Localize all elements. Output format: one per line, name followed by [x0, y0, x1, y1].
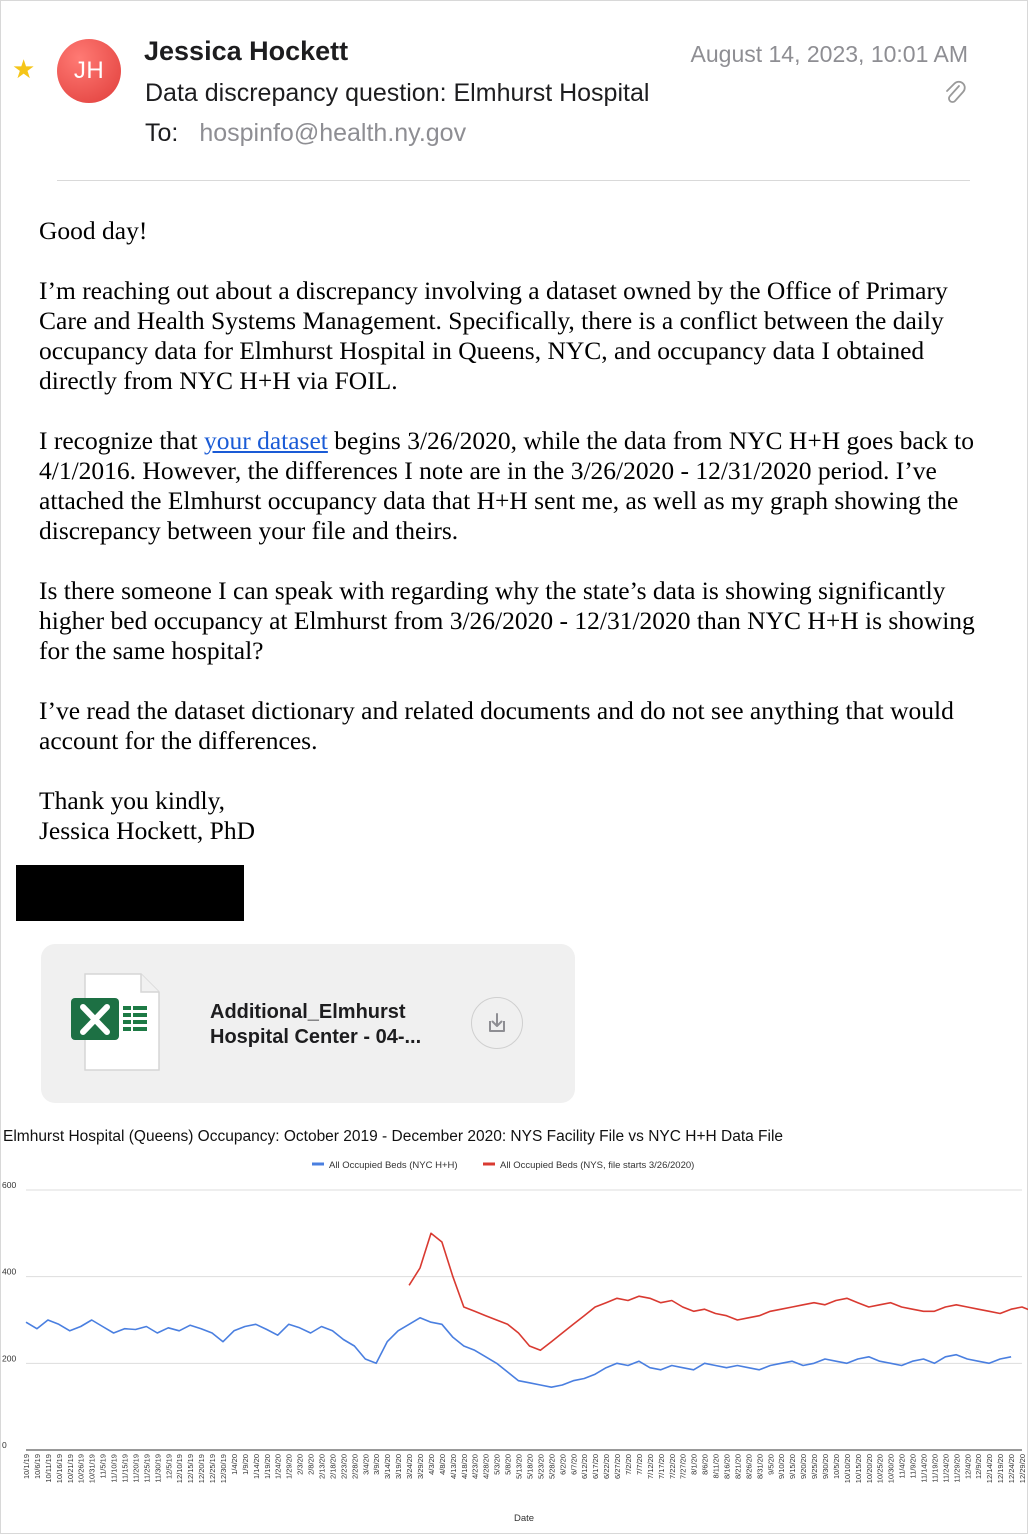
star-flag-icon[interactable]: ★ [12, 54, 36, 84]
x-tick-label: 11/24/20 [941, 1454, 951, 1483]
attachment-name[interactable] [210, 1000, 421, 1050]
redaction-block [16, 865, 244, 921]
x-tick-label: 5/13/20 [514, 1454, 524, 1480]
paragraph-3: Is there someone I can speak with regarding why the state’s data is showing significantly higher bed occupancy at Elmhurst from 3/26/2020 - 12/31/2020 than NYC H+H is showing for the same hospital? [39, 576, 975, 665]
x-tick-label: 3/9/20 [372, 1454, 382, 1475]
x-tick-label: 6/2/20 [558, 1454, 568, 1475]
paragraph-2-pre: I recognize that [39, 426, 204, 455]
x-tick-label: 7/22/20 [667, 1454, 677, 1480]
x-tick-label: 2/18/20 [328, 1454, 338, 1480]
recipient-row [145, 119, 466, 148]
x-tick-label: 10/31/19 [87, 1454, 97, 1484]
x-tick-label: 10/11/19 [43, 1454, 53, 1483]
x-tick-label: 12/15/19 [186, 1454, 196, 1484]
x-tick-label: 3/19/20 [394, 1454, 404, 1480]
x-tick-label: 1/24/20 [273, 1454, 283, 1480]
x-tick-label: 2/23/20 [339, 1454, 349, 1480]
x-tick-label: 6/7/20 [569, 1454, 579, 1475]
x-tick-label: 10/16/19 [54, 1454, 64, 1484]
x-tick-label: 6/17/20 [591, 1454, 601, 1480]
x-tick-label: 2/8/20 [306, 1454, 316, 1475]
x-tick-label: 3/24/20 [405, 1454, 415, 1480]
x-tick-label: 7/12/20 [645, 1454, 655, 1480]
x-tick-label: 3/4/20 [361, 1454, 371, 1475]
x-tick-label: 12/25/19 [208, 1454, 218, 1484]
x-tick-label: 8/6/20 [700, 1454, 710, 1475]
x-tick-label: 12/10/19 [175, 1454, 185, 1484]
email-subject: Data discrepancy question: Elmhurst Hospital [145, 79, 650, 107]
x-tick-label: 1/19/20 [262, 1454, 272, 1480]
x-tick-label: 10/21/19 [65, 1454, 75, 1484]
x-tick-label: 12/5/19 [164, 1454, 174, 1480]
x-tick-label: 11/4/20 [897, 1454, 907, 1479]
x-tick-label: 9/30/20 [820, 1454, 830, 1480]
header-divider [57, 180, 970, 181]
x-tick-label: 11/25/19 [142, 1454, 152, 1483]
x-tick-label: 4/23/20 [470, 1454, 480, 1480]
x-tick-label: 6/22/20 [602, 1454, 612, 1480]
x-tick-label: 11/10/19 [109, 1454, 119, 1483]
x-tick-label: 8/16/20 [722, 1454, 732, 1480]
x-tick-label: 11/29/20 [952, 1454, 962, 1483]
chart-title: Elmhurst Hospital (Queens) Occupancy: October 2019 - December 2020: NYS Facility File vs NYC H+H Data File [3, 1128, 784, 1145]
attachment-card[interactable] [41, 944, 575, 1103]
x-tick-label: 1/29/20 [284, 1454, 294, 1480]
x-tick-label: 8/11/20 [711, 1454, 721, 1479]
occupancy-chart [0, 1120, 1028, 1534]
x-tick-label: 1/4/20 [229, 1454, 239, 1475]
greeting: Good day! [39, 216, 148, 245]
paragraph-2 [39, 426, 994, 546]
x-axis-label: Date [513, 1513, 535, 1524]
x-tick-label: 7/27/20 [678, 1454, 688, 1480]
closing: Thank you kindly, [39, 786, 226, 815]
x-tick-label: 9/20/20 [799, 1454, 809, 1480]
x-tick-label: 9/25/20 [810, 1454, 820, 1480]
x-tick-label: 9/10/20 [777, 1454, 787, 1480]
legend-label-1: All Occupied Beds (NYS, file starts 3/26/2020) [500, 1160, 695, 1171]
x-tick-label: 4/3/20 [426, 1454, 436, 1475]
x-tick-label: 4/28/20 [481, 1454, 491, 1480]
y-tick-200: 200 [2, 1353, 17, 1364]
x-tick-label: 11/9/20 [908, 1454, 918, 1479]
x-tick-label: 8/1/20 [689, 1454, 699, 1475]
x-tick-label: 12/24/20 [1007, 1454, 1017, 1484]
x-tick-label: 2/3/20 [295, 1454, 305, 1475]
paragraph-4: I’ve read the dataset dictionary and related documents and do not see anything that would account for the differences. [39, 696, 954, 755]
y-tick-600: 600 [2, 1180, 17, 1190]
series-line-0 [26, 1318, 1011, 1387]
x-tick-label: 10/10/20 [842, 1454, 852, 1484]
x-tick-label: 5/18/20 [525, 1454, 535, 1480]
email-body [39, 216, 994, 846]
x-tick-label: 7/7/20 [634, 1454, 644, 1475]
paragraph-2-post: begins 3/26/2020, while the data from NYC H+H goes back to 4/1/2016. However, the differences I note are in the 3/26/2020 - 12/31/2020 period. I’ve attached the Elmhurst occupancy data that H+H sent me, as well as my graph showing the discrepancy between your file and theirs. [39, 426, 974, 545]
x-tick-label: 10/26/19 [76, 1454, 86, 1484]
x-tick-label: 11/20/19 [131, 1454, 141, 1483]
x-tick-label: 9/5/20 [766, 1454, 776, 1475]
x-tick-label: 1/14/20 [251, 1454, 261, 1480]
x-tick-label: 2/13/20 [317, 1454, 327, 1480]
y-tick-0: 0 [2, 1440, 7, 1450]
x-tick-label: 6/27/20 [613, 1454, 623, 1480]
x-tick-label: 12/4/20 [963, 1454, 973, 1480]
legend-label-0: All Occupied Beds (NYC H+H) [329, 1160, 458, 1171]
x-tick-label: 11/14/20 [919, 1454, 929, 1483]
recipient-address[interactable]: hospinfo@health.ny.gov [199, 119, 467, 147]
to-label: To: [145, 119, 179, 147]
x-tick-label: 7/2/20 [623, 1454, 633, 1475]
x-tick-label: 12/19/20 [996, 1454, 1006, 1484]
x-tick-label: 9/15/20 [788, 1454, 798, 1480]
x-tick-label: 10/1/19 [22, 1454, 31, 1480]
x-tick-label: 12/20/19 [197, 1454, 207, 1484]
download-button[interactable] [471, 997, 523, 1049]
series-line-1 [409, 1233, 1028, 1350]
x-tick-label: 10/20/20 [864, 1454, 874, 1484]
x-tick-label: 3/14/20 [383, 1454, 393, 1480]
email-date: August 14, 2023, 10:01 AM [690, 41, 968, 67]
x-tick-label: 5/3/20 [492, 1454, 502, 1475]
x-tick-label: 12/14/20 [985, 1454, 995, 1484]
x-tick-label: 10/15/20 [853, 1454, 863, 1484]
x-tick-label: 11/5/19 [98, 1454, 108, 1479]
x-tick-label: 5/28/20 [547, 1454, 557, 1480]
paperclip-icon [944, 80, 966, 106]
x-tick-label: 1/9/20 [240, 1454, 250, 1475]
y-tick-400: 400 [2, 1266, 17, 1277]
x-tick-label: 11/19/20 [930, 1454, 940, 1483]
x-tick-label: 10/5/20 [831, 1454, 841, 1480]
attachment-name-line-2: Hospital Center - 04-... [210, 1026, 422, 1048]
signature-block [39, 786, 994, 846]
x-tick-label: 5/23/20 [536, 1454, 546, 1480]
paragraph-1: I’m reaching out about a discrepancy involving a dataset owned by the Office of Primary Care and Health Systems Management. Specifically, there is a conflict between the daily occupancy data for Elmhurst Hospital in Queens, NYC, and occupancy data I obtained directly from NYC H+H via FOIL. [39, 276, 948, 395]
x-tick-label: 3/29/20 [416, 1454, 426, 1480]
x-tick-label: 4/8/20 [437, 1454, 447, 1475]
x-tick-label: 4/18/20 [459, 1454, 469, 1480]
x-tick-label: 6/12/20 [580, 1454, 590, 1480]
x-tick-label: 10/25/20 [875, 1454, 885, 1484]
x-tick-label: 8/31/20 [755, 1454, 765, 1480]
x-tick-label: 11/15/19 [120, 1454, 130, 1483]
avatar [57, 39, 121, 103]
x-tick-label: 12/30/19 [219, 1454, 229, 1484]
x-tick-label: 8/26/20 [744, 1454, 754, 1480]
signature-name: Jessica Hockett, PhD [39, 816, 256, 845]
x-tick-label: 10/30/20 [886, 1454, 896, 1484]
avatar-initials: JH [73, 57, 105, 84]
dataset-link[interactable]: your dataset [203, 426, 328, 455]
download-icon [484, 1010, 510, 1036]
x-tick-label: 8/21/20 [733, 1454, 743, 1480]
attachment-name-line-1: Additional_Elmhurst [210, 1001, 406, 1023]
x-tick-label: 7/17/20 [656, 1454, 666, 1480]
sender-name[interactable]: Jessica Hockett [144, 36, 349, 66]
x-tick-label: 4/13/20 [448, 1454, 458, 1480]
x-tick-label: 5/8/20 [503, 1454, 513, 1475]
x-tick-label: 10/6/19 [32, 1454, 42, 1480]
x-tick-label: 12/9/20 [974, 1454, 984, 1480]
x-tick-label: 11/30/19 [153, 1454, 163, 1483]
x-tick-label: 12/29/20 [1018, 1454, 1027, 1484]
excel-file-icon [71, 972, 163, 1074]
x-tick-label: 2/28/20 [350, 1454, 360, 1480]
